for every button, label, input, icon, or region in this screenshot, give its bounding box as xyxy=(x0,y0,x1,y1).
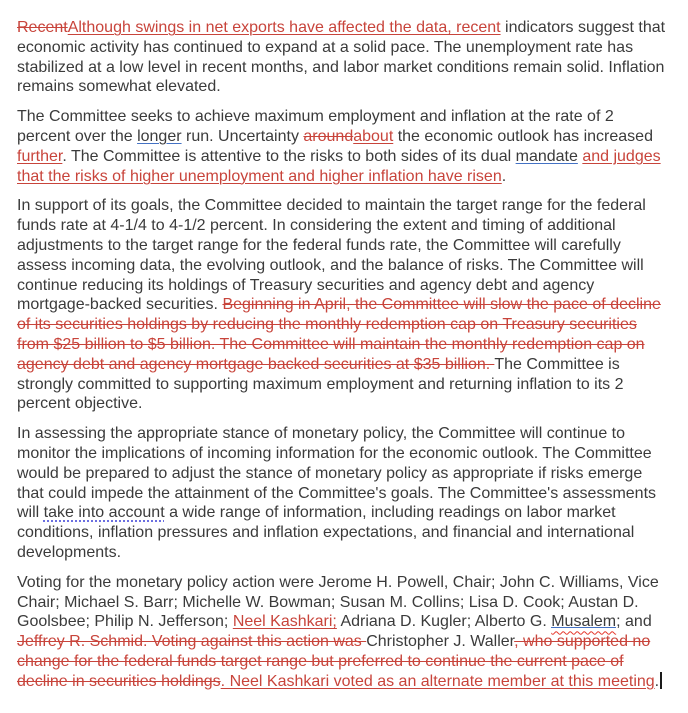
paragraph-policy-decision[interactable] xyxy=(17,196,671,414)
body-text-run[interactable]: Voting for the monetary policy action were Jerome H. Powell, Chair; John C. Williams, Vice Chair; Michael S. Barr; Michelle W. Bowman; Susan M. Collins; Lisa D. Cook; Austan D. Goolsbee; Philip N. Jefferson; xyxy=(17,573,659,631)
body-text-run[interactable]: The Committee is strongly committed to supporting maximum employment and returning inflation to its 2 percent objective. xyxy=(17,355,624,413)
body-text-run[interactable]: Christopher J. Waller xyxy=(366,633,515,651)
body-text-run[interactable]: . xyxy=(501,167,507,185)
body-text-run[interactable]: the economic outlook has increased xyxy=(393,127,653,145)
body-text-run[interactable]: . The Committee is attentive to the risks to both sides of its dual xyxy=(62,147,516,165)
inserted-text-run[interactable]: . Neel Kashkari voted as an alternate member at this meeting xyxy=(220,672,655,690)
text-cursor xyxy=(660,672,662,689)
body-text-run[interactable]: ; and xyxy=(616,613,652,631)
paragraph-voting-record[interactable] xyxy=(17,573,671,692)
inserted-text-run[interactable]: and judges that the risks of higher unemployment and higher inflation have risen xyxy=(17,147,661,185)
body-text-run[interactable]: In support of its goals, the Committee decided to maintain the target range for the federal funds rate at 4-1/4 to 4-1/2 percent. In considering the extent and timing of additional adjustments to the target range for the federal funds rate, the Committee will carefully assess incoming data, the evolving outlook, and the balance of risks. The Committee will continue reducing its holdings of Treasury securities and agency debt and agency mortgage-backed securities. xyxy=(17,197,646,314)
format-changed-text-run[interactable]: mandate xyxy=(515,147,578,165)
paragraph-policy-stance[interactable] xyxy=(17,424,671,563)
deleted-text-run[interactable]: Jeffrey R. Schmid. Voting against this action was xyxy=(17,633,367,651)
inserted-text-run[interactable]: Although swings in net exports have affected the data, recent xyxy=(67,19,501,36)
body-text-run[interactable]: run. Uncertainty xyxy=(181,127,304,145)
inserted-text-run[interactable]: Neel Kashkari; xyxy=(232,613,337,631)
deleted-text-run[interactable]: Recent xyxy=(17,19,68,36)
paragraph-economic-activity[interactable] xyxy=(17,18,671,97)
body-text-run[interactable]: a wide range of information, including readings on labor market conditions, inflation pressures and inflation expectations, and financial and international developments. xyxy=(17,504,635,561)
deleted-text-run[interactable]: , who supported no change for the federal funds target range but preferred to continue the current pace of decline in securities holdings xyxy=(17,633,651,690)
format-changed-text-run[interactable]: longer xyxy=(137,127,182,145)
inserted-text-run[interactable]: about xyxy=(353,127,394,145)
body-text-run[interactable]: . xyxy=(654,672,660,690)
inserted-text-run[interactable]: further xyxy=(17,147,63,165)
body-text-run[interactable]: indicators suggest that economic activity has continued to expand at a solid pace. The unemployment rate has stabilized at a low level in recent months, and labor market conditions remain solid. Inflation remains somewhat elevated. xyxy=(17,19,666,96)
body-text-run[interactable]: In assessing the appropriate stance of monetary policy, the Committee will continue to monitor the implications of incoming information for the economic outlook. The Committee would be prepared to adjust the stance of monetary policy as appropriate if risks emerge that could impede the attainment of the Committee's goals. The Committee's assessments will xyxy=(17,425,657,522)
suggestion-underlined-text-run[interactable]: take into account xyxy=(43,504,165,522)
body-text-run[interactable]: Adriana D. Kugler; Alberto G. xyxy=(336,613,552,631)
paragraph-goals-and-risks[interactable] xyxy=(17,107,671,186)
body-text-run[interactable]: The Committee seeks to achieve maximum employment and inflation at the rate of 2 percent over the xyxy=(17,108,614,145)
deleted-text-run[interactable]: around xyxy=(303,127,354,145)
deleted-text-run[interactable]: Beginning in April, the Committee will slow the pace of decline of its securities holdings by reducing the monthly redemption cap on Treasury securities from $25 billion to $5 billion. The Committee will maintain the monthly redemption cap on agency debt and agency mortgage backed securities at $35 billion. xyxy=(17,296,661,373)
spellcheck-flagged-text-run[interactable]: Musalem xyxy=(551,613,617,631)
